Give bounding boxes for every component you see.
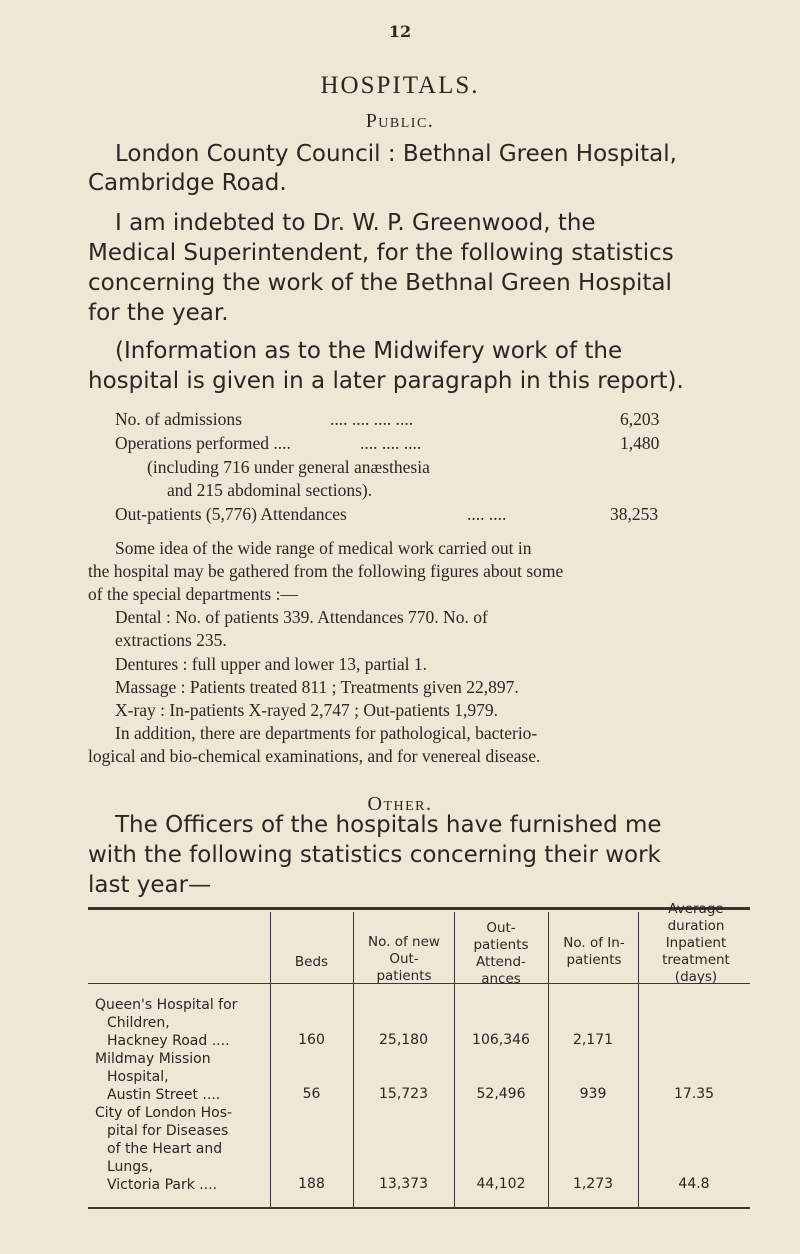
other-heading: Other. (367, 793, 433, 815)
special-line-1: Some idea of the wide range of medical work carried out in (115, 538, 532, 558)
row-1-attendances: 106,346 (472, 1032, 530, 1048)
header-average-duration: Average duration Inpatient treatment (days) (662, 901, 730, 985)
row-1-name-line-2: Children, (107, 1015, 170, 1031)
row-2-new-out: 15,723 (379, 1086, 428, 1102)
xray-line: X-ray : In-patients X-rayed 2,747 ; Out-patients 1,979. (115, 700, 498, 720)
row-1-name-line-1: Queen's Hospital for (95, 997, 238, 1013)
outpatients-value: 38,253 (610, 504, 659, 524)
page-title: HOSPITALS. (320, 72, 480, 99)
col-rule-4 (548, 912, 549, 1207)
lcc-line-2: Cambridge Road. (88, 170, 287, 196)
page-number: 12 (388, 22, 412, 41)
officers-line-2: with the following statistics concerning their work (88, 842, 661, 868)
row-3-new-out: 13,373 (379, 1176, 428, 1192)
operations-label: Operations performed .... (115, 433, 291, 453)
row-2-attendances: 52,496 (476, 1086, 526, 1102)
officers-line-1: The Officers of the hospitals have furnished me (115, 812, 662, 838)
row-3-name-line-4: Lungs, (107, 1159, 153, 1175)
row-3-name (95, 1104, 232, 1194)
public-heading: Public. (365, 110, 435, 132)
row-1-new-out: 25,180 (379, 1032, 428, 1048)
row-2-name-line-2: Hospital, (107, 1069, 169, 1085)
col-rule-2 (353, 912, 354, 1207)
row-1-in-patients: 2,171 (572, 1032, 614, 1048)
massage-line: Massage : Patients treated 811 ; Treatments given 22,897. (115, 677, 519, 697)
row-3-in-patients: 1,273 (572, 1176, 614, 1192)
admissions-dots: .... .... .... .... (330, 409, 414, 429)
lcc-line-1: London County Council : Bethnal Green Hospital, (115, 141, 677, 167)
special-line-2: the hospital may be gathered from the following figures about some (88, 561, 564, 581)
row-2-name-line-1: Mildmay Mission (95, 1051, 211, 1067)
col-rule-3 (454, 912, 455, 1207)
row-2-in-patients: 939 (579, 1086, 607, 1102)
intro-line-1: I am indebted to Dr. W. P. Greenwood, the (115, 210, 596, 236)
info-line-2: hospital is given in a later paragraph in this report). (88, 368, 684, 394)
row-3-name-line-2: pital for Diseases (107, 1123, 229, 1139)
operations-note-1: (including 716 under general anæsthesia (147, 457, 430, 477)
header-beds: Beds (294, 954, 329, 970)
officers-line-3: last year— (88, 872, 212, 898)
addition-line-2: logical and bio-chemical examinations, and for venereal disease. (88, 746, 541, 766)
header-new-out-wrap (360, 920, 448, 985)
row-2-name-line-3: Austin Street .... (107, 1087, 221, 1103)
special-line-3: of the special departments :— (88, 584, 298, 604)
col-rule-5 (638, 912, 639, 1207)
intro-line-3: concerning the work of the Bethnal Green Hospital (88, 270, 672, 296)
info-line-1: (Information as to the Midwifery work of the (115, 338, 623, 364)
dental-line-2: extractions 235. (115, 630, 227, 650)
row-2-name (95, 1050, 220, 1104)
row-2-average: 17.35 (673, 1086, 715, 1102)
row-3-attendances: 44,102 (476, 1176, 526, 1192)
row-1-name (95, 996, 237, 1050)
admissions-label: No. of admissions (115, 409, 242, 429)
dentures-line: Dentures : full upper and lower 13, partial 1. (115, 654, 427, 674)
table-bottom-rule (88, 1207, 750, 1209)
row-3-average: 44.8 (678, 1176, 710, 1192)
intro-line-4: for the year. (88, 300, 229, 326)
row-3-name-line-1: City of London Hos- (95, 1105, 233, 1121)
row-2-beds: 56 (302, 1086, 321, 1102)
row-1-beds: 160 (298, 1032, 325, 1048)
intro-line-2: Medical Superintendent, for the following statistics (88, 240, 674, 266)
header-in-patients: No. of In- patients (563, 935, 625, 968)
row-3-name-line-5: Victoria Park .... (107, 1177, 218, 1193)
row-3-name-line-3: of the Heart and (107, 1141, 223, 1157)
outpatients-label: Out-patients (5,776) Attendances (115, 504, 347, 524)
dental-line-1: Dental : No. of patients 339. Attendances 770. No. of (115, 607, 488, 627)
operations-note-2: and 215 abdominal sections). (167, 480, 373, 500)
row-3-beds: 188 (298, 1176, 325, 1192)
operations-dots: .... .... .... (360, 433, 422, 453)
admissions-value: 6,203 (620, 409, 660, 429)
outpatients-dots: .... .... (467, 504, 507, 524)
header-new-out-patients: No. of new Out- patients (368, 934, 440, 984)
row-1-name-line-3: Hackney Road .... (107, 1033, 230, 1049)
addition-line-1: In addition, there are departments for pathological, bacterio- (115, 723, 538, 743)
header-attendances: Out- patients Attend- ances (473, 920, 529, 987)
operations-value: 1,480 (620, 433, 660, 453)
